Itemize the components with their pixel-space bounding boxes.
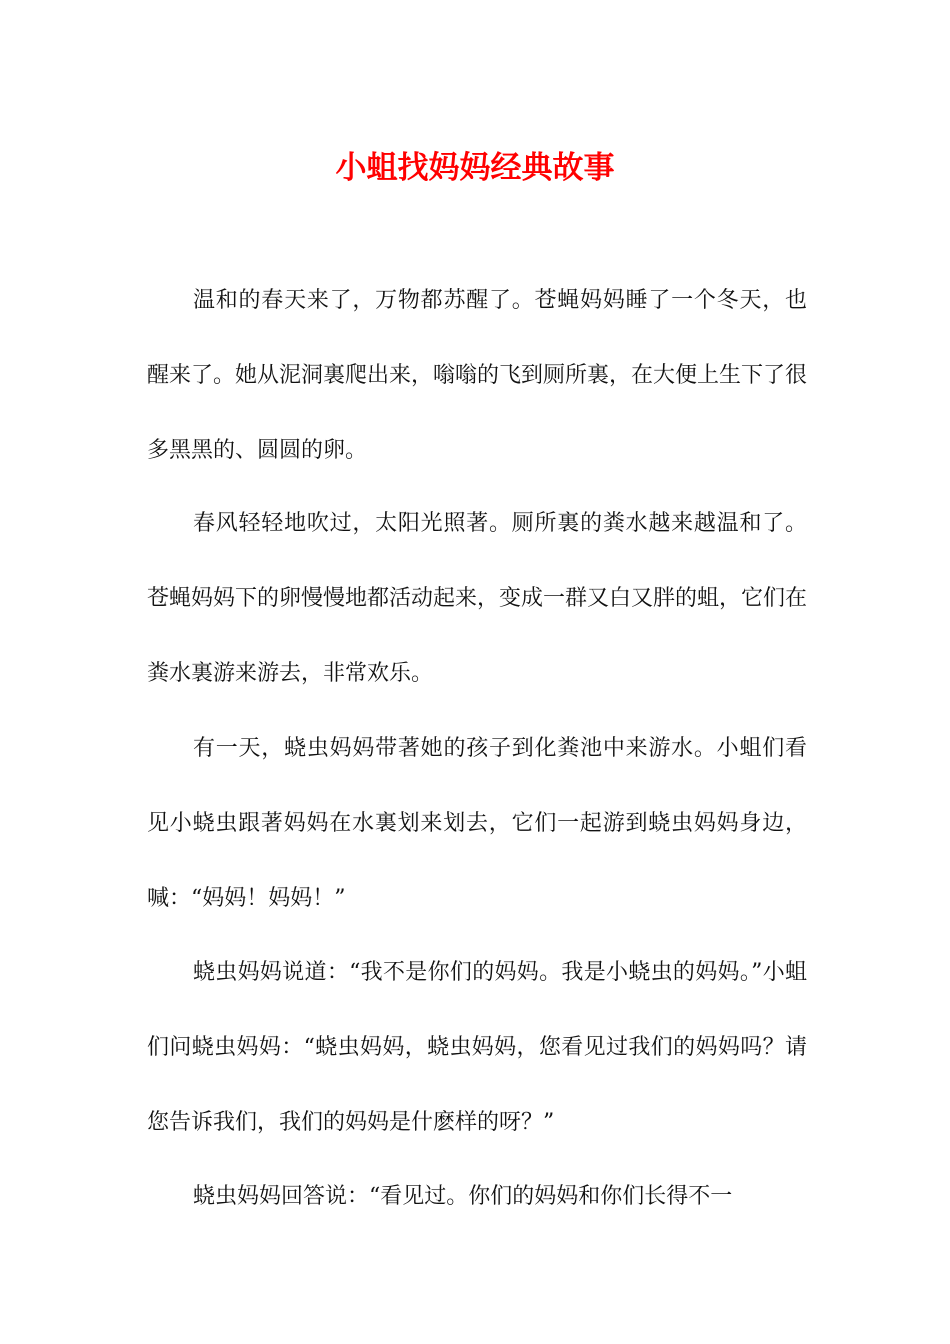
document-title: 小蛆找妈妈经典故事 bbox=[335, 150, 615, 186]
paragraph-3: 有一天，蛲虫妈妈带著她的孩子到化粪池中来游水。小蛆们看见小蛲虫跟著妈妈在水裏划来划去，它们一起游到蛲虫妈妈身边，喊：“妈妈！妈妈！” bbox=[147, 736, 807, 911]
paragraph-4: 蛲虫妈妈说道：“我不是你们的妈妈。我是小蛲虫的妈妈。”小蛆们问蛲虫妈妈：“蛲虫妈妈，蛲虫妈妈，您看见过我们的妈妈吗？请您告诉我们，我们的妈妈是什麽样的呀？” bbox=[147, 960, 807, 1135]
paragraph-5: 蛲虫妈妈回答说：“看见过。你们的妈妈和你们长得不一 bbox=[193, 1184, 733, 1209]
paragraph-1: 温和的春天来了，万物都苏醒了。苍蝇妈妈睡了一个冬天，也醒来了。她从泥洞裏爬出来，嗡嗡的飞到厕所裏，在大便上生下了很多黑黑的、圆圆的卵。 bbox=[147, 288, 808, 463]
paragraph-2: 春风轻轻地吹过，太阳光照著。厕所裏的粪水越来越温和了。苍蝇妈妈下的卵慢慢地都活动起来，变成一群又白又胖的蛆，它们在粪水裏游来游去，非常欢乐。 bbox=[147, 511, 808, 686]
